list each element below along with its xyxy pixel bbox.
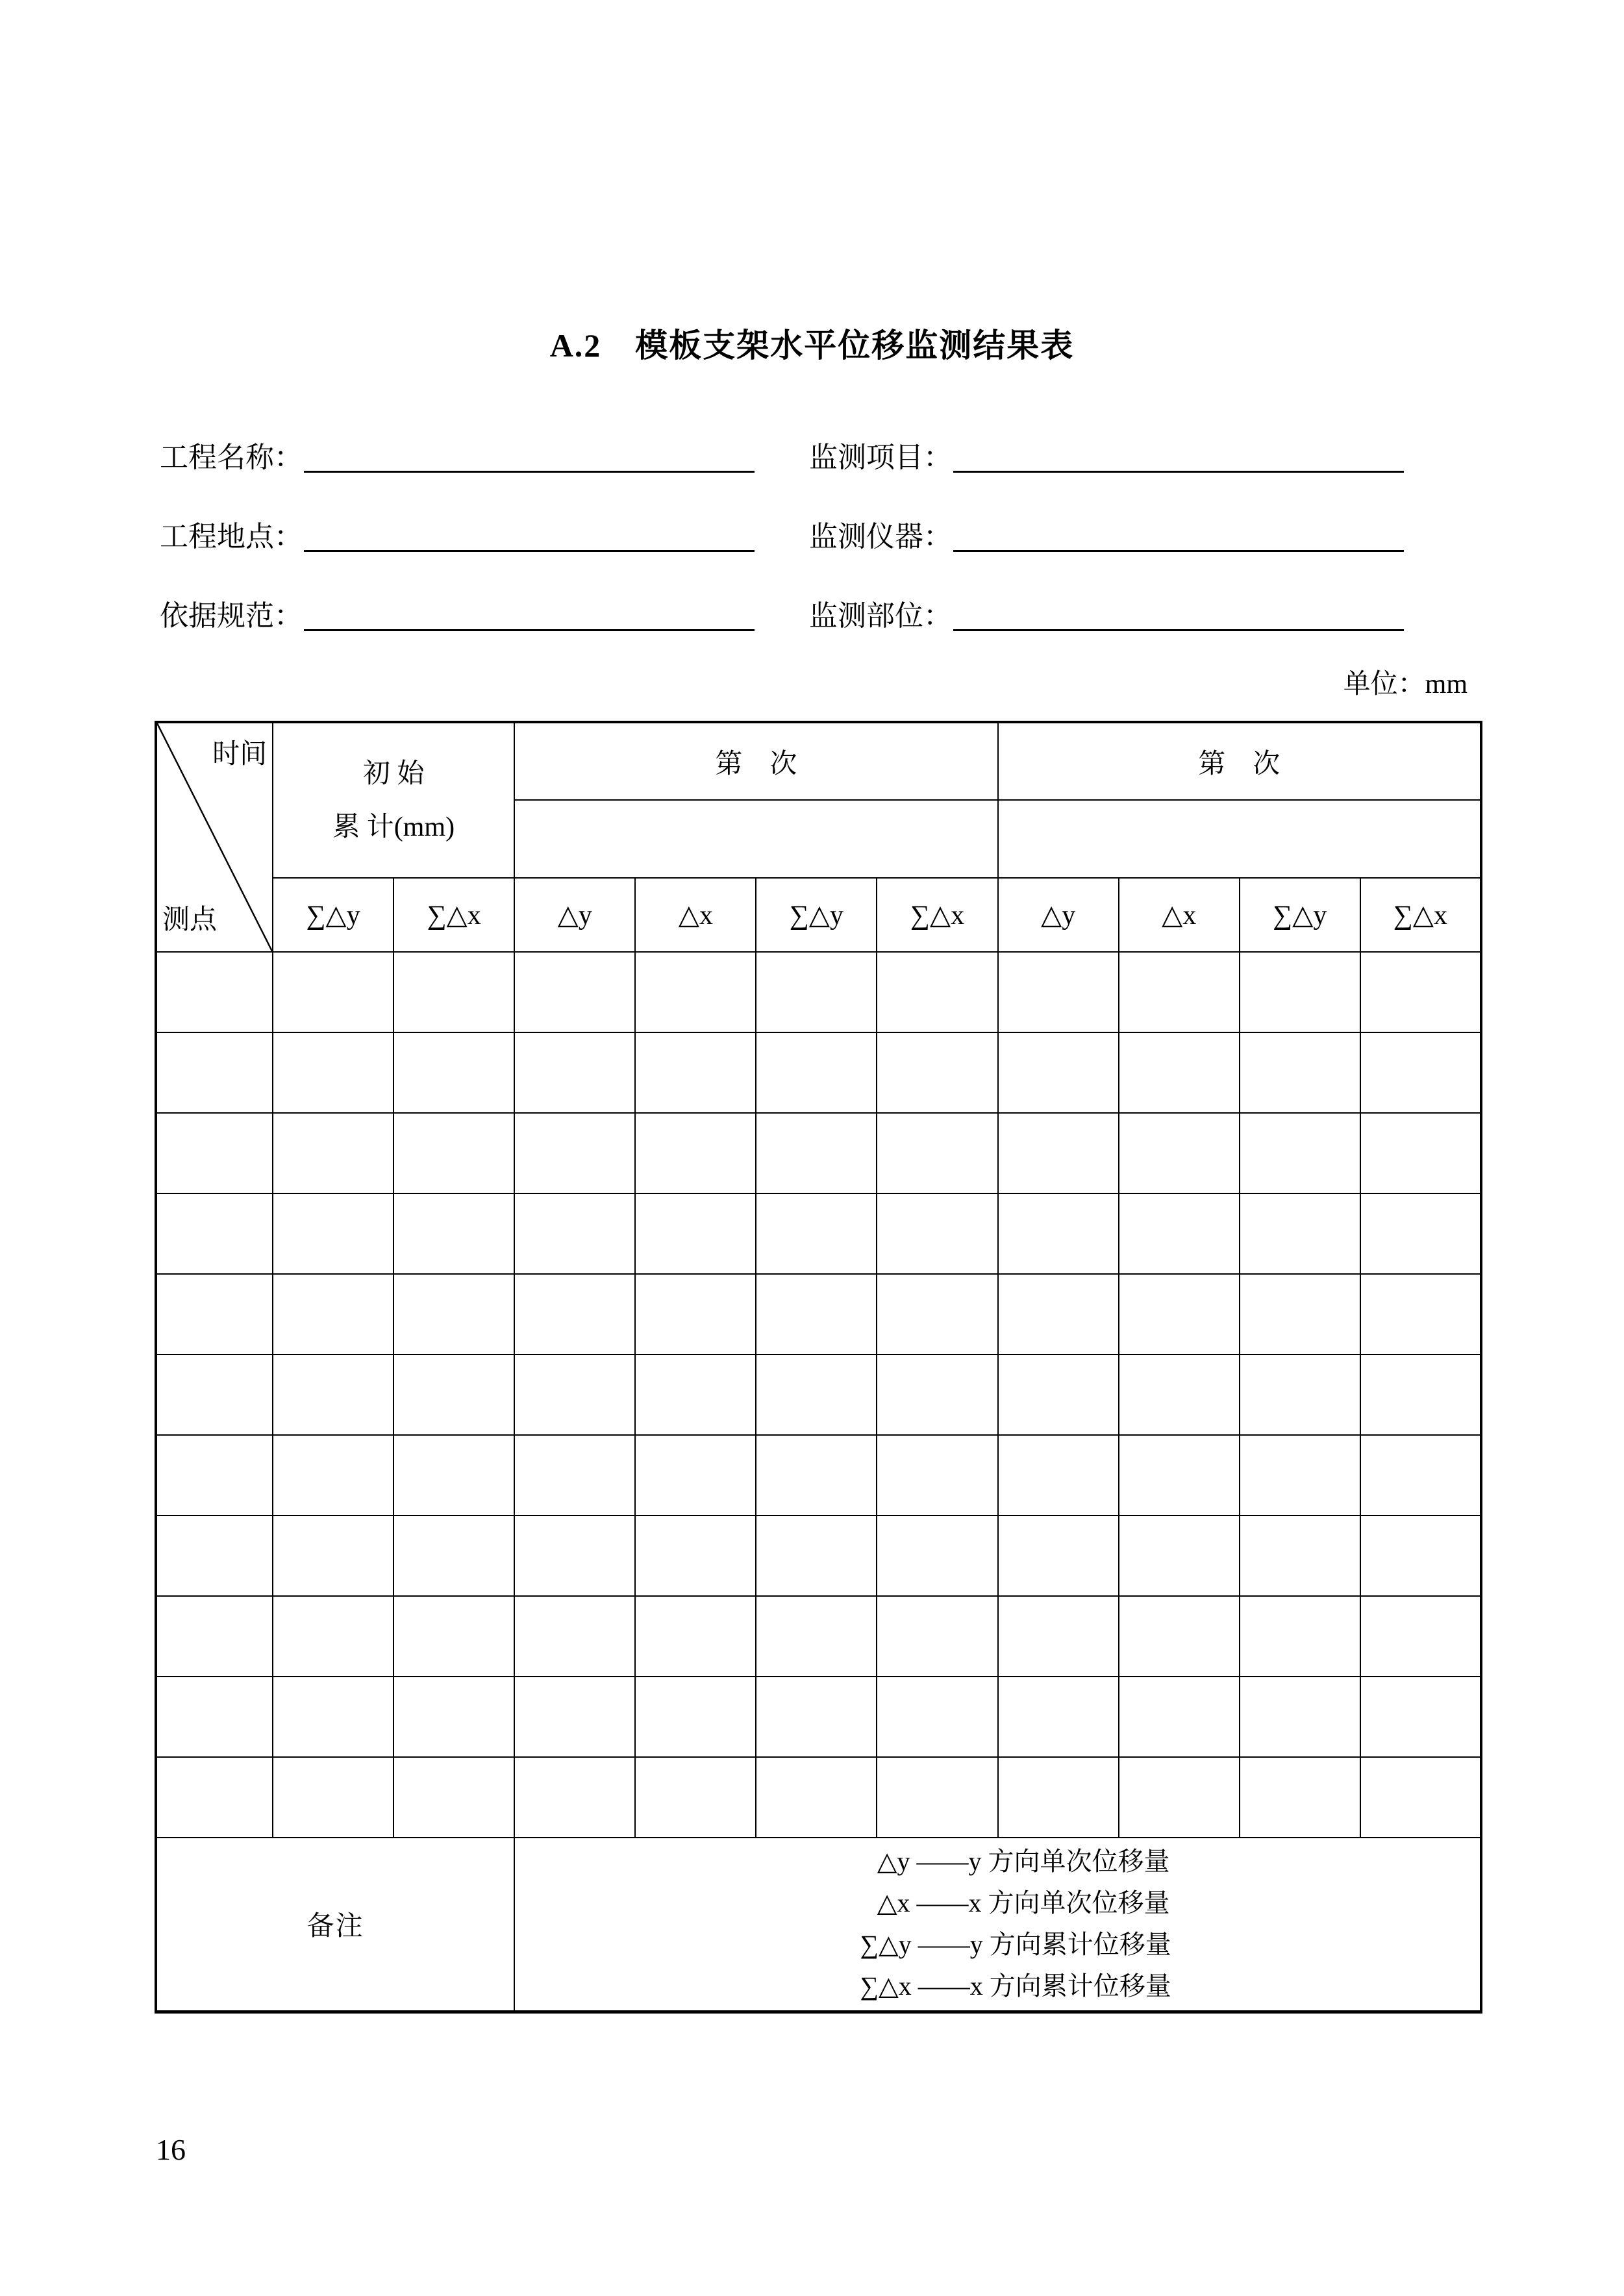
cycle-header-1: 第 次 [514, 722, 997, 800]
body-cell [998, 1113, 1119, 1193]
body-cell [998, 1193, 1119, 1274]
body-cell [1360, 1274, 1481, 1354]
body-cell [877, 1113, 997, 1193]
body-cell [156, 1032, 273, 1113]
initial-header-line2: 累 计(mm) [332, 812, 455, 842]
body-cell [514, 1193, 635, 1274]
body-cell [756, 1516, 877, 1596]
table-row [156, 1757, 1481, 1838]
table-header [156, 722, 1481, 952]
body-cell [635, 1757, 756, 1838]
body-cell [273, 1516, 394, 1596]
table-row [156, 1032, 1481, 1113]
body-cell [1240, 1113, 1360, 1193]
body-cell [273, 1274, 394, 1354]
table-row [156, 1435, 1481, 1516]
body-cell [514, 1596, 635, 1677]
body-cell [1360, 1677, 1481, 1757]
cycle-subrow-1 [514, 800, 997, 878]
body-cell [1119, 1677, 1240, 1757]
remarks-label-cell: 备注 [156, 1838, 514, 2012]
body-cell [1119, 1354, 1240, 1435]
field-label: 监测仪器： [809, 520, 952, 553]
body-cell [635, 1516, 756, 1596]
body-cell [394, 1274, 514, 1354]
cycle-header-2: 第 次 [998, 722, 1481, 800]
body-cell [1240, 1032, 1360, 1113]
body-cell [1119, 1516, 1240, 1596]
body-cell [514, 1274, 635, 1354]
body-cell [1240, 1354, 1360, 1435]
body-cell [877, 1596, 997, 1677]
body-cell [877, 1032, 997, 1113]
body-cell [998, 1032, 1119, 1113]
form-field-project-name [160, 435, 755, 473]
body-cell [756, 1193, 877, 1274]
body-cell [1240, 952, 1360, 1032]
page-title: A.2 模板支架水平位移监测结果表 [549, 327, 1075, 364]
body-cell [273, 1677, 394, 1757]
body-cell [394, 1677, 514, 1757]
body-cell [1240, 1435, 1360, 1516]
body-cell [756, 1435, 877, 1516]
body-cell [998, 1757, 1119, 1838]
table-row [156, 1677, 1481, 1757]
body-cell [877, 1435, 997, 1516]
body-cell [635, 1274, 756, 1354]
body-cell [635, 1032, 756, 1113]
body-cell [1360, 1596, 1481, 1677]
body-cell [998, 1596, 1119, 1677]
field-label: 工程名称： [160, 441, 303, 473]
header-row-3 [156, 878, 1481, 952]
body-cell [635, 1435, 756, 1516]
field-label: 工程地点： [160, 520, 303, 553]
body-cell [514, 1677, 635, 1757]
body-cell [394, 1193, 514, 1274]
cycle-subrow-2 [998, 800, 1481, 878]
body-cell [1240, 1596, 1360, 1677]
column-header: ∑△y [1240, 878, 1360, 952]
fill-in-blank [304, 541, 755, 552]
field-label: 监测项目： [809, 441, 952, 473]
body-cell [877, 1274, 997, 1354]
unit-label: 单位：mm [1343, 669, 1468, 699]
body-cell [273, 1757, 394, 1838]
body-cell [273, 1113, 394, 1193]
body-cell [756, 1757, 877, 1838]
monitoring-table [155, 721, 1482, 2014]
header-row-1 [156, 722, 1481, 800]
body-cell [1240, 1757, 1360, 1838]
table-row [156, 1113, 1481, 1193]
body-cell [635, 1596, 756, 1677]
body-cell [514, 1032, 635, 1113]
fill-in-blank [953, 541, 1404, 552]
body-cell [1240, 1677, 1360, 1757]
legend-line: ∑△y ——y 方向累计位移量 [860, 1930, 1171, 1960]
body-cell [273, 952, 394, 1032]
body-cell [156, 1113, 273, 1193]
body-cell [635, 1677, 756, 1757]
table-body [156, 952, 1481, 1838]
body-cell [1119, 1596, 1240, 1677]
body-cell [156, 1193, 273, 1274]
body-cell [1240, 1516, 1360, 1596]
body-cell [273, 1435, 394, 1516]
body-cell [756, 1032, 877, 1113]
body-cell [156, 1596, 273, 1677]
body-cell [156, 1435, 273, 1516]
body-cell [998, 952, 1119, 1032]
body-cell [394, 1757, 514, 1838]
body-cell [635, 1354, 756, 1435]
body-cell [1360, 1032, 1481, 1113]
legend-line: ∑△x ——x 方向累计位移量 [860, 1971, 1171, 2001]
body-cell [394, 1113, 514, 1193]
column-header: ∑△y [756, 878, 877, 952]
body-cell [514, 952, 635, 1032]
body-cell [514, 1354, 635, 1435]
body-cell [273, 1193, 394, 1274]
fill-in-blank [304, 462, 755, 473]
body-cell [394, 1354, 514, 1435]
body-cell [756, 1596, 877, 1677]
column-header: ∑△x [394, 878, 514, 952]
body-cell [156, 1274, 273, 1354]
body-cell [273, 1032, 394, 1113]
body-cell [394, 1596, 514, 1677]
column-header: △y [998, 878, 1119, 952]
body-cell [156, 1516, 273, 1596]
body-cell [514, 1113, 635, 1193]
body-cell [1360, 1757, 1481, 1838]
body-cell [1360, 952, 1481, 1032]
body-cell [1360, 1113, 1481, 1193]
body-cell [998, 1435, 1119, 1516]
body-cell [1119, 1274, 1240, 1354]
body-cell [635, 1193, 756, 1274]
body-cell [156, 1677, 273, 1757]
table-row [156, 1596, 1481, 1677]
body-cell [998, 1354, 1119, 1435]
body-cell [1119, 1193, 1240, 1274]
body-cell [1360, 1435, 1481, 1516]
fill-in-blank [953, 620, 1404, 631]
column-header: △y [514, 878, 635, 952]
table-row [156, 1274, 1481, 1354]
body-cell [1360, 1354, 1481, 1435]
body-cell [273, 1596, 394, 1677]
form-field-monitor-item [809, 435, 1404, 473]
body-cell [394, 1435, 514, 1516]
corner-header-cell [156, 722, 273, 952]
body-cell [1119, 1757, 1240, 1838]
page-number: 16 [156, 2133, 186, 2166]
body-cell [1360, 1516, 1481, 1596]
body-cell [877, 1354, 997, 1435]
corner-label-time: 时间 [212, 740, 268, 769]
body-cell [635, 952, 756, 1032]
body-cell [394, 1032, 514, 1113]
body-cell [1119, 1032, 1240, 1113]
column-header: △x [1119, 878, 1240, 952]
legend-line: △x ——x 方向单次位移量 [877, 1888, 1170, 1918]
body-cell [877, 952, 997, 1032]
body-cell [1240, 1193, 1360, 1274]
body-cell [1360, 1193, 1481, 1274]
table-footer [156, 1838, 1481, 2012]
body-cell [877, 1193, 997, 1274]
table-row [156, 1354, 1481, 1435]
body-cell [514, 1435, 635, 1516]
form-field-reference-standard [160, 593, 755, 631]
body-cell [756, 1677, 877, 1757]
body-cell [514, 1757, 635, 1838]
body-cell [998, 1516, 1119, 1596]
body-cell [756, 952, 877, 1032]
body-cell [156, 952, 273, 1032]
body-cell [1119, 1435, 1240, 1516]
corner-label-point: 测点 [162, 905, 218, 935]
body-cell [756, 1274, 877, 1354]
body-cell [1240, 1274, 1360, 1354]
body-cell [877, 1757, 997, 1838]
table-row [156, 1516, 1481, 1596]
fill-in-blank [304, 620, 755, 631]
column-header: ∑△x [1360, 878, 1481, 952]
body-cell [877, 1516, 997, 1596]
body-cell [998, 1677, 1119, 1757]
remarks-notes-cell [514, 1838, 1481, 2012]
column-header: ∑△x [877, 878, 997, 952]
body-cell [1119, 952, 1240, 1032]
field-label: 监测部位： [809, 599, 952, 632]
body-cell [514, 1516, 635, 1596]
body-cell [1119, 1113, 1240, 1193]
body-cell [877, 1677, 997, 1757]
form-field-project-location [160, 514, 755, 552]
table-row [156, 1193, 1481, 1274]
column-header: △x [635, 878, 756, 952]
table-row [156, 952, 1481, 1032]
initial-header-line1: 初 始 [362, 758, 425, 789]
form-field-monitor-position [809, 593, 1404, 631]
body-cell [156, 1354, 273, 1435]
form-field-monitor-instrument [809, 514, 1404, 552]
body-cell [635, 1113, 756, 1193]
body-cell [394, 952, 514, 1032]
body-cell [756, 1113, 877, 1193]
legend-line: △y ——y 方向单次位移量 [877, 1847, 1170, 1877]
column-header: ∑△y [273, 878, 394, 952]
body-cell [998, 1274, 1119, 1354]
field-label: 依据规范： [160, 599, 303, 632]
body-cell [756, 1354, 877, 1435]
body-cell [394, 1516, 514, 1596]
remarks-row [156, 1838, 1481, 2012]
initial-cumulative-header [273, 722, 514, 878]
body-cell [156, 1757, 273, 1838]
body-cell [273, 1354, 394, 1435]
fill-in-blank [953, 462, 1404, 473]
